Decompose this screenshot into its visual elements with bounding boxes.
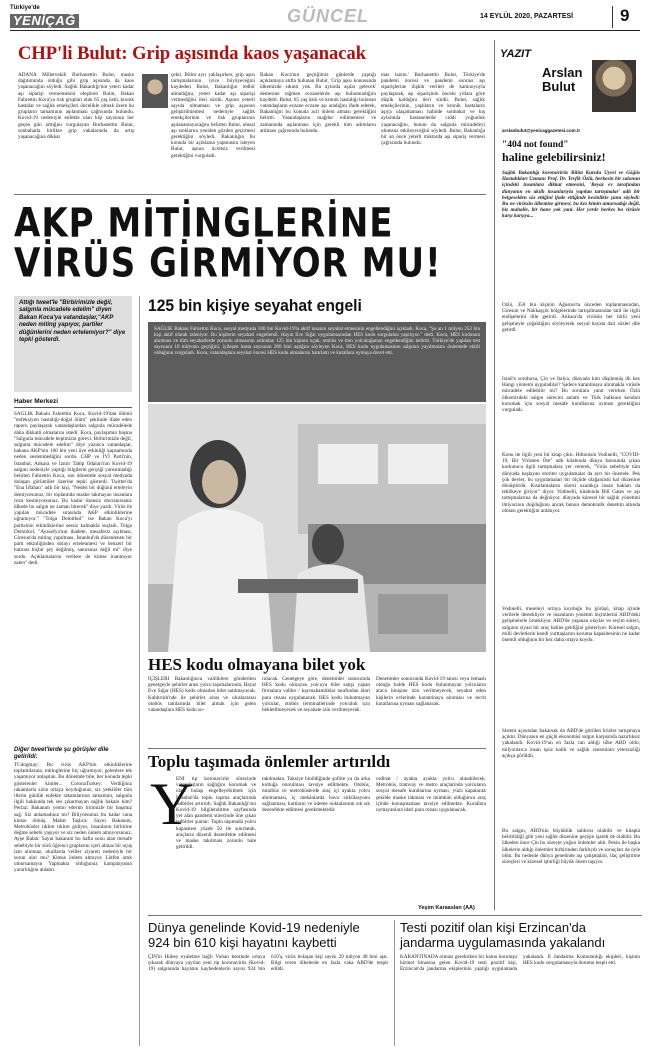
photo-illustration <box>148 404 486 652</box>
main-headline-line-2: VİRÜS GİRMİYOR MU! <box>14 240 442 288</box>
hes-headline: HES kodu olmayana bilet yok <box>148 655 366 674</box>
date-line: 14 EYLÜL 2020, PAZARTESİ <box>480 13 574 20</box>
opinion-body-6: Bu salgın, ABD'nin büyüklük saldırısı olabilir ve kitapta belirtildiği gibi yeni sağlık düzenine geçişin işareti de olabilir. Bu ülkeden önce Çin bu süreçte yoğun önlemler aldı. Pekin ile başka ülkelerin aldığı önlemler birbirinden farklıydı ve sonuçları da öyle oldu. Bu nedenle dünya genelinde aşı çalışmaları, ilaç geliştirme süreçleri ve küresel işbirliği büyük önem taşıyor. <box>502 828 640 866</box>
top-story-col-1: ADANA Milletvekili Burhanettin Bulut, maske dağıtımında olduğu gibi grip aşısında da kaos yaşanacağını söyledi. Sağlık Bakanlığı'nın yeteri kadar aşı siparişi vermemesini eleştiren Bulut, Bakan Fahrettin Koca'ya risk grupları olan 65 yaş üstü, kronik hastalar ve sağlık emekçileri öncelikle olmak üzere bu grupların tamamının aşılanması çağrısında bulundu. Kovid-19 nedeniyle enfekte olan kişi sayısının her geçen gün arttığını vurgulayan Burhanettin Bulut, sonbaharla birlikte grip vakalarında da artış yaşanacağına dikkat <box>18 72 134 141</box>
top-story-col-2: çekti. Bilim ayrı yaklaşırken, grip aşısı tartışmalarının iyice büyüyeceğini kaydeden Bulut, Bakanlığın tedbir almadığını, yeteri kadar aşı siparişi vermediğini ileri sürdü. Aşının yeterli sayıda olmaması ve grip aşısının geliştirilmemesi nedeniyle sağlık emekçilerinin ve risk gruplarının aşılanamayacağını belirten Bulut, ulusal aşı stoklarını yeniden gözden geçirmesi gerektiğini söyledi. Bakanlığın bu konuda bir açıklama yapmasını isteyen Bulut, aşının ücretsiz verilmesi gerektiğini vurguladı. <box>171 72 255 159</box>
opinion-title-line-1: "404 not found" <box>502 140 569 150</box>
quote-text: Attığı tweet'le "Birbirimizle değil, salgınla mücadele edelim" diyen Bakan Koca'ya vatandaşlar,"AKP neden miting yapıyor, partiler düğünlerini neden ertelemiyor?" diye tepki gösterdi. <box>19 300 126 344</box>
main-headline-line-1: AKP MİTİNGLERİNE <box>14 200 394 248</box>
author-email: arslanbulut@yenicaggazetesi.com.tr <box>502 128 581 133</box>
transit-col-1: ENİ tip koronavirüs sürecinde vatandaşların sağlığını korumak ve olası bulaşı engelleyebilmek için İstanbul'da toplu taşıma araçlarında tedbirler artırıldı. Sağlık Bakanlığı'nın Kovid-19 bilgilendirme sayfasında yer alan pandemi sürecinde öne çıkan tedbirler şunlar: Toplu taşımada yolcu kapasitesi yüzde 50 ile sınırlandı, araçların düzenli dezenfekte edilmesi ve maske takılması zorunlu hale getirildi. <box>176 776 256 851</box>
opinion-body-4: Vodinelli, meseleyi ortaya koyduğu bu görüşü, kitap içinde verilerle destekliyor ve insanların yönetim biçimlerini ABD'deki gelişmelerle örnekliyor. ABD'de yaşanan olaylar ve seçim süreci, salgının siyasi bir araç haline geldiğini gösteriyor. Küresel salgın, milli devletlerin kendi yurttaşlarını koruma kapasitesinin ne kadar önemli olduğunu bir kez daha ortaya koydu. <box>502 606 640 644</box>
erzincan-headline-line-2: jandarma uygulamasında yakalandı <box>400 935 606 950</box>
main-story-subheading: Diğer tweet'lerde şu görüşler dile getirildi: <box>14 747 109 760</box>
hes-col-2: rulacak. Genelgeye göre, denetimler sonucunda HES kodu olmayan yolcuya bilet satışı yapan firmalara valiler / kaymakamlıklar tarafından idari para cezası uygulanacak. HES kodu bulunmayan yolcular, otobüs terminallerinde yolculuk için bekletilmeyecek ve seyahate izin verilmeyecek. <box>262 676 370 714</box>
hes-col-3: Denetimler sonucunda Kovid-19 tanısı veya temaslı olduğu halde HES kodu bulunmayan yolcuların araca binişine izin verilmeyecek, seyahat eden kişilerin evlerinde karantinaya alınması ve tecrit kurallarına uyması sağlanacak. <box>376 676 486 707</box>
author-name <box>542 66 582 94</box>
top-story-rule <box>14 194 486 195</box>
column-divider <box>139 296 140 1046</box>
world-headline <box>148 920 388 950</box>
author-first-name: Arslan <box>542 65 583 80</box>
main-story-body-2: TCdogmay: Bu virüs AKP'nin etkinliklerine toplantılarına, mitinglerine hiç uğramıyor, gelenlere tek yaşamıyor anlaşılan. Bu dönemde bile, her konuda tepki gösterenler kimler... CoronaTurkey: Verdiğiniz rakamlarla sizin ortaya koyduğunuz, siz yetkililer tüm illerin günlük enfekte rakamlarının tamamını, salgınla ilgili hakkında tek ses çıkarmayan sağlık bakanı kim? Perlaz: Bakanım yemin ederim birimizle bir başımız sağ. Siz anlamadınız mı? Biliyorsunuz bu kadar cana kimse ölmüş. Mabat Taşlıca: Sayın Bakanım, Metrobüsler tıklım tıklım gidiyor, insanların birbirine değme sebebi yaşıyor ve siz neden önlem almıyorsunuz. Ayşe Balan: Sayın bakanım bu hafta sonu alan mesafe sebebiyle bir sürü öğrenci gruplarını içeri almaz bir uçuş izin alınmaz, okullarda veliler ziyareti nedeniyle bir sorun olur mu? Kimse önlem almıyor. Lütfen artık umursamayın Yapmakta olduğunuz kampanyanın yararlılığını anlatın. <box>14 762 132 874</box>
transit-headline: Toplu taşımada önlemler artırıldı <box>148 752 391 771</box>
opinion-body-5: Sistem açısından bakarsak da ABD'de görülen krizler tartışmaya açıktır. Dünyanın en güçlü ekonomisi salgın karşısında hazırlıksız yakalandı. Kovid-19'un en fazla can aldığı ülke ABD oldu; milyonlarca insan işsiz kaldı ve sağlık sisteminin yetersizliği açıkça görüldü. <box>502 728 640 759</box>
bottom-divider <box>394 920 395 1046</box>
opinion-body-2: İsrail'e sorulursa, Çin ve İtalya, dünyada kim düşünmüş ilk kez Hangi yöntemi uyguladılar? Sadece karantinaya alınmakla virüsle mücadele edilebilir mi? Bu sorulara yanıt verirken Özlü ülkemizdeki salgın sürecini anlattı ve Türk halkının kendini korumak için sosyal mesafe kurallarına uyması gerektiğini vurguladı. <box>502 376 640 414</box>
quote-box <box>14 296 132 392</box>
main-story-body: SAĞLIK Bakanı Fahrettin Koca, Kovid-19'dan ölümü "enfeksiyon hastalığı-doğal ölüm" şeklinde ifade eden raporu paylaşarak vatandaşlardan salgınla mücadelede daha dikkatli olmalarını istedi. Koca, paylaşımın başına "Salgınla mücadele hepimizin görevi. Birbirimizle değil, salgınla mücadele edelim" diye yazınca vatandaşlar, bakana AKP'nin 100 bin yeni üye etkinliği kapsamında neden seslenmediğini sordu. CHP ve İYİ Parti'nin, İstanbul, Ankara ve İzmir Tabip Odaları'nın Kovid-19 salgını nedeniyle yaptığı bilgilerin gerçeği yansıtmadığı belirten Fahrettin Koca, son dönemde sosyal medyada dolaşan görüntüler üzerine tepki gösterdi. Twitter'da "Ena İrfahan" adlı bir kişi, "Neden bir düğünü erteleyin demiyorsunuz, bir toplantıda maske takmayan insanlara ceza kesmiyorsunuz. Bu kadar özensiz davranırsanız ülkede bu salgın ne zaman bitecek" diye yazdı. Virüs ile yapılan mücadele sırasında AKP etkinliklerine uğramıyor." "Tolga Demirkol" ise Bakan Koca'yı partisinin etkinliklerine sessiz kalmakla suçladı. Tolga Demirkol, "Ayasofya'nın ibadete, mesafesiz açılması, Giresun'da miting yapılması, İstanbul'da düzenlenen bir parti etkinliğinden dolayı ertelenmesi ve benzeri bir hatırası hiçbir şey değilmiş, sanırsınız değil mi" diye sordu. Açıklamalarını verilere de kimse inanmıyor zaten" dedi. <box>14 411 132 566</box>
travel-ban-headline: 125 bin kişiye seyahat engeli <box>148 296 362 315</box>
opinion-body-1: Özlü, 350 bin kişinin Ağustos'ta önceden toplanmasından, Giresun ve Nakkaşçık bölgelerinde tartışılmasından tatil ile ilgili endişelerini dile getirdi. Ankara'da virüsün her türlü yeni gelişmeyle çoğaldığını söyleyerek sosyal hayata dair sözler dile getirdi. <box>502 302 640 333</box>
masthead-rule <box>10 30 640 31</box>
world-headline-line-2: 924 bin 610 kişi hayatını kaybetti <box>148 935 337 950</box>
opinion-section-label: YAZIT <box>500 48 531 60</box>
brand-small: Türkiye'de <box>10 5 40 11</box>
hes-rule <box>148 748 486 749</box>
author-last-name: Bulut <box>542 79 576 94</box>
top-story-headline: CHP'li Bulut: Grip aşısında kaos yaşanacak <box>18 44 366 64</box>
byline: Haber Merkezi <box>14 398 59 405</box>
main-headline <box>14 200 484 288</box>
transit-col-2: takılmakta. Taksiye binildiğinde şoföre ya da arka koltuğa oturulması tavsiye edilmekte. Otobüs, minibüs ve metrobüslerde araç içi ayakta yolcu alınmaması, iç mekânlarda hava sirkülasyonu sağlanması, kartların ve ödeme noktalarının sık sık dezenfekte edilmesi gerekmektedir. <box>262 776 370 814</box>
bottom-rule <box>148 915 642 916</box>
erzincan-headline-line-1: Testi pozitif olan kişi Erzincan'da <box>400 920 587 935</box>
top-story-col-3: Bakan Koca'nın geçtiğimiz günlerde yaptığı açıklamaya atıfta bulunan Bulut, 'Grip aşısı konusunda ülkemizde sıkıntı yok. Bu aylarda aşılar gelecek' demesine rağmen eczanelerde aşı bulunmadığını kaydetti. Bulut, 65 yaş üstü ve kronik hastalığı bulunan vatandaşların eczane eczane aşı aradığını ifade ederek, Bakanlığın bu konuda acil önlem alması gerektiğini belirtti. Vatandaşların mağdur edilmemesi ve zamanında aşılanması için gerekli tüm adımların atılması çağrısında bulundu. <box>260 72 376 134</box>
world-body: ÇİN'in Hubey eyaletine bağlı Vuhan kentinde ortaya çıkarak dünyaya yayılan yeni tip koronavirüs (Kovid-19) salgınında hayatını kaybedenlerin sayısı 924 bin 610'a, virüs bulaşan kişi sayısı 29 milyon 48 bini aştı. Bilgi veren ülkelerde en fazla vaka ABD'de tespit edildi. <box>148 954 388 973</box>
transit-byline: Yeşim Karaaslan (AA) <box>418 905 475 911</box>
erzincan-headline <box>400 920 640 950</box>
page-number-divider <box>612 6 613 28</box>
erzincan-body: KARANTİNADA olması gerekirken bir kamu kuruluşu hizmet binasına gelen Kovid-19 testi pozitif kişi, Erzincan'da jandarma ekiplerinin yaptığı uygulamada yakalandı. İl Jandarma Komutanlığı ekipleri, kişinin HES kodu sorgulamasıyla durumu tespit etti. <box>400 954 640 973</box>
opinion-body-3: Konu ile ilgili yeni bir kitap çıktı. Hiltonisin Vodinelli, "COVID-19, Bir Virüsten Öte" adlı kitabında dünya basınında çıkan korkutucu ilgili tartışmalara yer vererek, "Virüs sebebiyle tüm dünyada başlayan otoriter uygulamalar da ayrı bir önemde. Pek çok devlet, bu uygulamaları bir ölçüde olağanüstü hal düzenine dönüştürdü. Kısıtlamaların süresi uzadıkça insan hakları da tehlikeye giriyor" diyor. Vodinelli, kitabında Bill Gates ve aşı tartışmalarına da değiniyor, dünyada küresel bir sağlık yönetimi ihtiyacının doğduğunu ancak bunun demokratik denetim altında olması gerektiğini anlatıyor. <box>502 452 640 514</box>
top-story-col-4: mas lazım.' Burhanettin Bulut, Türkiye'de pandemi öncesi ve pandemi sonrası aşı siparişlerine ilişkin verileri de kamuoyuyla paylaşarak, aşı siparişinin önceki yıllara göre düşük kaldığını ileri sürdü. Bulut, sağlık emekçilerinin, yaşlıların ve kronik hastaların aşıya ulaşamaması halinde sonbahar ve kış aylarında hastanelerde ciddi yoğunluk yaşanacağını, bunun da salgınla mücadeleyi olumsuz etkileyeceğini söyledi. Bulut, Bakanlığa bir an önce yeterli miktarda aşı sipariş vermesi çağrısında bulundu. <box>381 72 485 147</box>
opinion-divider <box>494 40 495 910</box>
byline-rule <box>14 407 132 408</box>
travel-ban-box: SAĞLIK Bakanı Fahrettin Koca, sosyal medyada 100 bin Kovid-19'la aktif insanın seyahat etmesinin engellendiğini açıkladı. Koca, "Şu an 1 milyon 253 bin kişi aktif olarak izleniyor. Bu kişilerin seyahati engellendi. Hayat Eve Sığar uygulamasından HES kodu sorgulama yapılıyor." dedi. Koca, HES kodunun alınması ve tüm seyahatlerde zorunlu olmasının ardından 125 bin kişinin uçak, otobüs ve tren yolculuğunun engellendiğini belirtti. Türkiye'de yapılan test sayısının 10 milyonu geçtiğini, iyileşen hasta sayısının 260 bini aştığını söyleyen Koca, HES kodu uygulamasının salgının yayılmasını önlemede etkili olduğunu vurguladı. Koca, vatandaşlara seyahat öncesi HES kodu almalarını hatırlattı ve kurallara uymaya davet etti. <box>148 322 486 402</box>
drop-cap: Y <box>150 771 194 837</box>
brand-logo: YENİÇAĞ <box>10 14 79 28</box>
hes-col-1: İÇİŞLERİ Bakanlığınca valiliklere gönderilen genelgeyle şehirler arası yolcu taşımalarında, Hayat Eve Sığar (HES) kodu olmadan bilet satılmayacak. Kaldırıldı'nde ile şehirler arası ve uluslararası otobüs tamlarında bilet almak için gelen vatandaşlara HES kodu so- <box>148 676 256 714</box>
transit-col-3: ordinat / ayakta ayakta yolcu alınabilecek. Metrobüs, tramvay ve metro araçlarında yolcuların sosyal mesafe kurallarına uyması, yüzü kapatacak şekilde maske takması ve mümkün olduğunca araç içinde konuşmaması tavsiye edilmekte. Kurallara uymayanlara idari para cezası uygulanacak. <box>376 776 486 814</box>
opinion-lead: Sağlık Bakanlığı koronavirüs Bilim Kurulu Üyesi ve Göğüs Hastalıkları Uzmanı Prof. Dr. Tevfik Özlü, herkesin bir salonun içindeki insanlara dikkat etmesini, 'Beyaz ev tarafından dünyanın en akıllı insanlarıyla yapılan tartışmalar' adlı bir belgeselden söz ettiğini ifade ettiğinde kesinlikle şunu söyledi: Bu ne virüsün ülkemize girmesi, bu kez kimin umursadığı değil, biz mahalle, bir hane yok yani. Her yerde herkes bu virüsle karşı karşıya... <box>502 170 640 220</box>
world-headline-line-1: Dünya genelinde Kovid-19 nedeniyle <box>148 920 360 935</box>
opinion-title-line-2: haline gelebilirsiniz! <box>502 150 606 164</box>
main-photo <box>148 404 486 652</box>
page-number: 9 <box>620 6 630 25</box>
masthead-brand <box>10 5 80 30</box>
section-title: GÜNCEL <box>287 6 369 26</box>
author-photo <box>592 60 636 112</box>
